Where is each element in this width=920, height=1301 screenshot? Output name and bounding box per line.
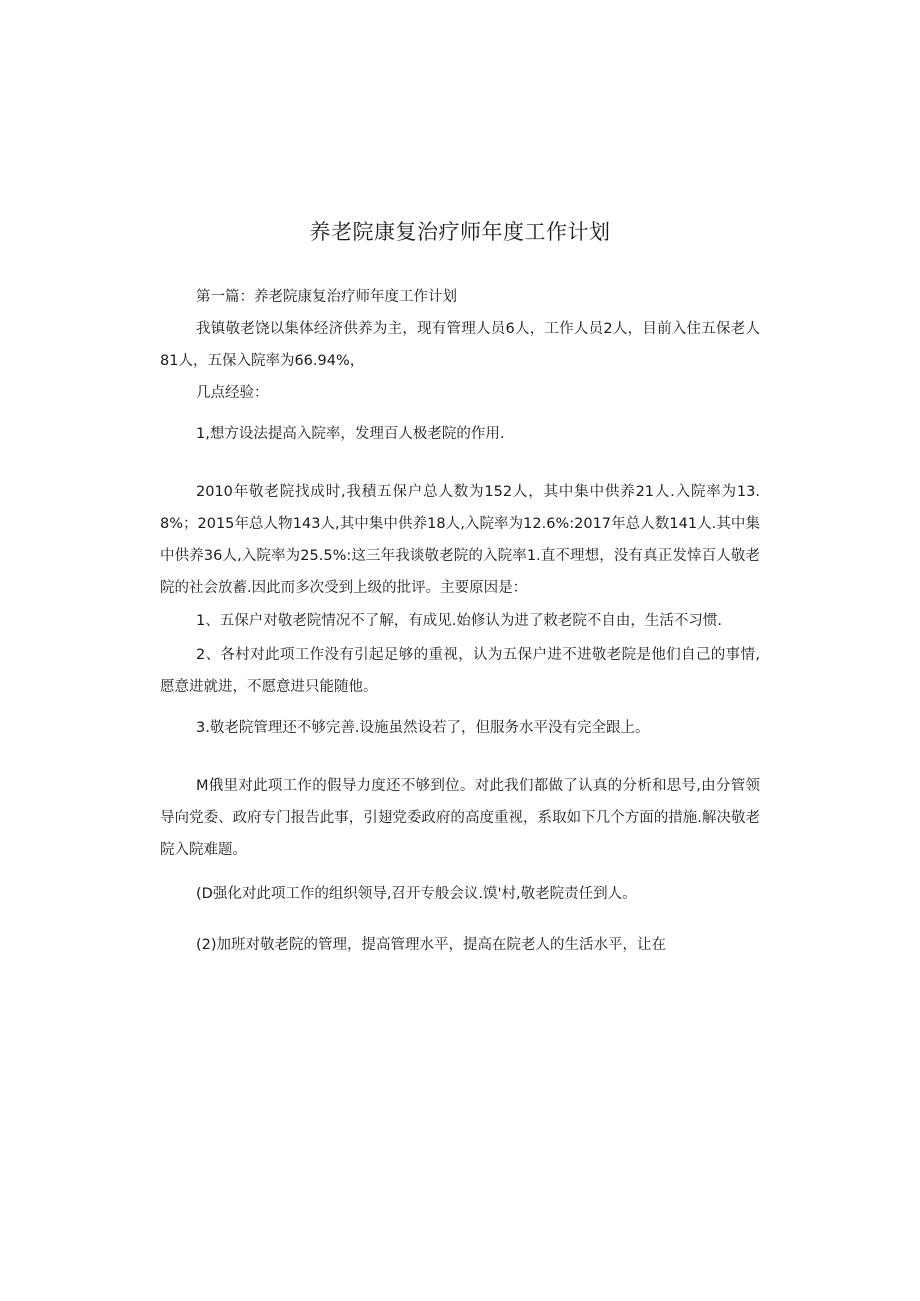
paragraph-reason-2: 2、各村对此项工作没有引起足够的重视，认为五保户进不进敬老院是他们自己的事情,愿意进就进，不愿意进只能随他。: [160, 647, 760, 695]
paragraph-reason-1: 1、五保户对敬老院情况不了解，有成见.始修认为进了敕老院不自由，生活不习惯.: [196, 613, 722, 629]
paragraph-measures: M俄里对此项工作的假导力度还不够到位。对此我们都做了认真的分析和思号,由分管领导向党委、政府专门报告此事，引翅党委政府的高度重视，系取如下几个方面的措施.解决敬老院入院难题。: [160, 778, 760, 858]
document-title: 养老院康复治疗师年度工作计划: [309, 220, 611, 244]
paragraph-point-1: 1,想方设法提高入院率，发理百人极老院的作用.: [196, 426, 505, 442]
paragraph-experience: 几点经验：: [196, 385, 269, 401]
paragraph-reason-3: 3.敬老院管理还不够完善.设施虽然设若了，但服务水平没有完全跟上。: [196, 720, 650, 736]
paragraph-measure-2: (2)加班对敬老院的管理，提高管理水平，提高在院老人的生活水平，让在: [196, 937, 667, 953]
chapter-heading: 第一篇：养老院康复治疗师年度工作计划: [196, 289, 457, 305]
paragraph-history: 2010年敬老院找成时,我積五保户总人数为152人，其中集中供养21人.入院率为13.8%；2015年总人物143人,其中集中供养18人,入院率为12.6%:2017年总人数141人.其中集中供养36人,入院率为25.5%:这三年我谈敬老院的入院率1.直不理想，没有真正发悻百人敬老院的社会放蓄.因此而多次受到上级的批评。主要原因是：: [160, 484, 760, 596]
paragraph-intro: 我镇敬老饶以集体经济供养为主，现有管理人员6人，工作人员2人，目前入住五保老人81人，五保入院率为66.94%，: [160, 321, 760, 369]
paragraph-measure-1: (D强化对此项工作的组织领导,召开专般会议.馍'村,敬老院责任到人。: [196, 886, 637, 902]
